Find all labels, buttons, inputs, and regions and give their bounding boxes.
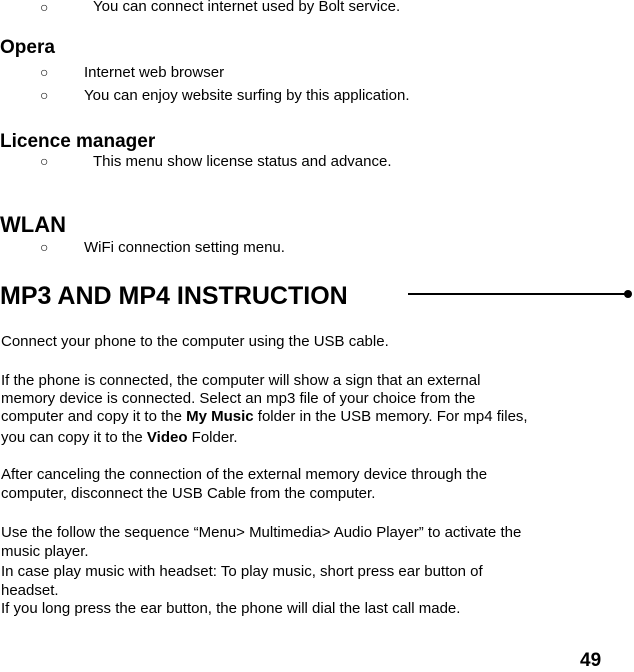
text-run: you can copy it to the — [1, 429, 147, 446]
bold-folder-name: Video — [146, 429, 188, 446]
bullet-marker: ○ — [40, 239, 49, 255]
paragraph-line: After canceling the connection of the external memory device through the — [1, 466, 488, 483]
paragraph-line: If you long press the ear button, the phone will dial the last call made. — [1, 600, 461, 617]
paragraph-line: Connect your phone to the computer using the USB cable. — [1, 333, 389, 350]
heading-rule — [408, 293, 626, 295]
heading-rule-dot — [624, 290, 632, 298]
paragraph-line: Use the follow the sequence “Menu> Multimedia> Audio Player” to activate the — [1, 524, 522, 541]
chapter-title: MP3 AND MP4 INSTRUCTION — [0, 282, 348, 310]
paragraph-line: computer, disconnect the USB Cable from the computer. — [1, 485, 376, 502]
bullet-text: You can connect internet used by Bolt service. — [93, 0, 401, 15]
bullet-text: Internet web browser — [84, 64, 225, 81]
bullet-text: You can enjoy website surfing by this application. — [84, 87, 410, 104]
bullet-marker: ○ — [40, 153, 49, 169]
paragraph-line: memory device is connected. Select an mp3 file of your choice from the — [1, 390, 476, 407]
bullet-marker: ○ — [40, 0, 49, 15]
section-heading-wlan: WLAN — [0, 212, 66, 237]
bold-folder-name: My Music — [186, 408, 254, 425]
text-run: Folder. — [187, 429, 238, 446]
page-number: 49 — [580, 650, 602, 671]
paragraph-line: If the phone is connected, the computer will show a sign that an external — [1, 372, 481, 389]
bullet-text: WiFi connection setting menu. — [84, 239, 285, 256]
paragraph-line: In case play music with headset: To play music, short press ear button of — [1, 563, 483, 580]
bullet-marker: ○ — [40, 87, 49, 103]
paragraph-line: headset. — [1, 582, 59, 599]
section-heading-opera: Opera — [0, 37, 55, 58]
section-heading-licence-manager: Licence manager — [0, 131, 156, 152]
text-run: computer and copy it to the — [1, 408, 187, 425]
text-run: folder in the USB memory. For mp4 files, — [253, 408, 528, 425]
paragraph-line — [1, 406, 528, 427]
paragraph-line: music player. — [1, 543, 89, 560]
bullet-marker: ○ — [40, 64, 49, 80]
paragraph-line — [1, 427, 238, 448]
bullet-text: This menu show license status and advance. — [93, 153, 392, 170]
